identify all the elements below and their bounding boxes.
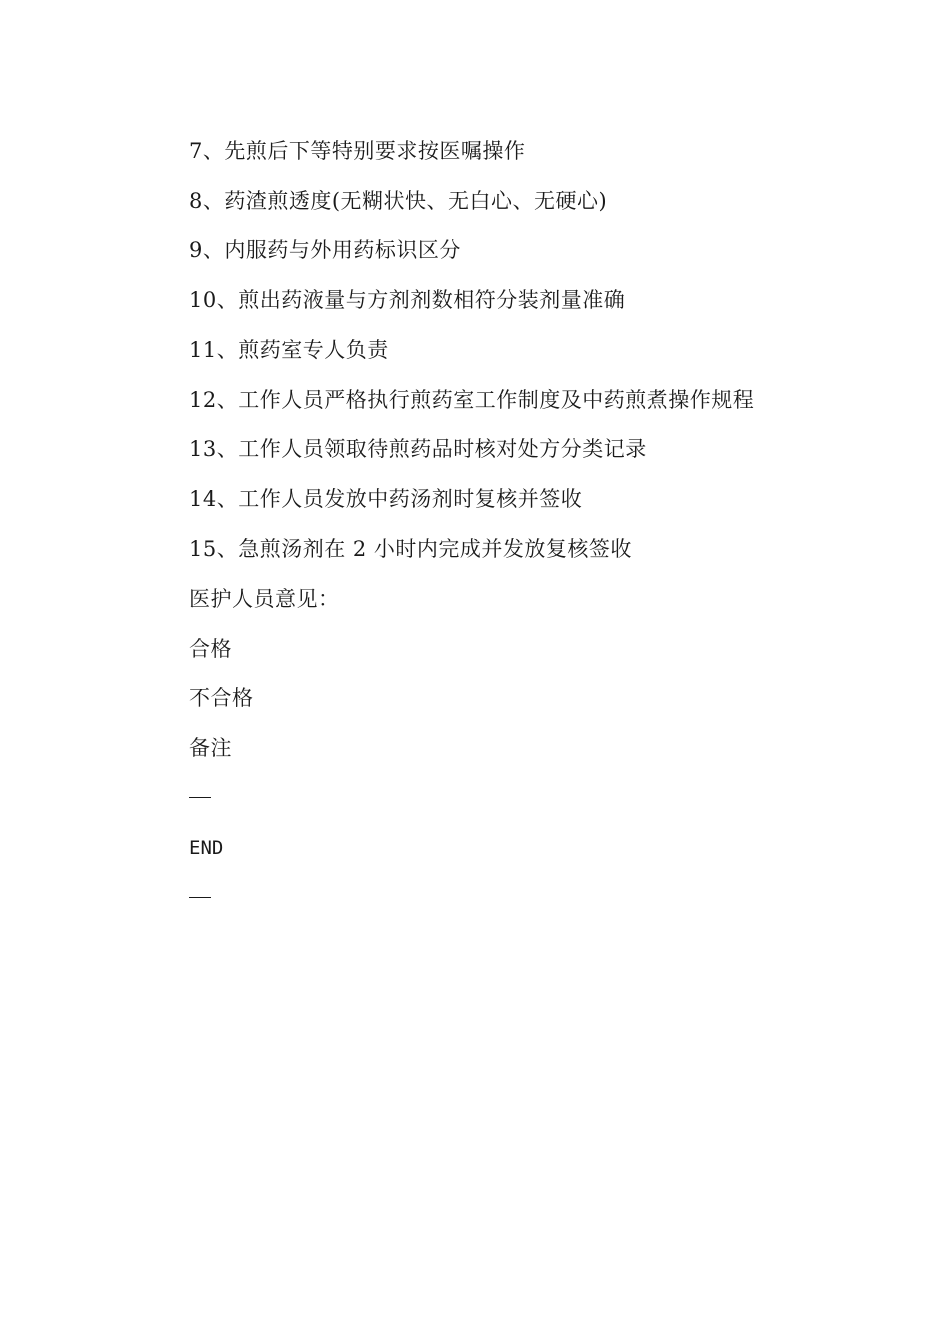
remarks-label: 备注: [189, 736, 232, 760]
checklist-item-8: 8、药渣煎透度(无糊状快、无白心、无硬心): [189, 189, 608, 213]
checklist-item-11: 11、煎药室专人负责: [189, 338, 389, 362]
qualified-option: 合格: [189, 637, 232, 661]
checklist-item-9: 9、内服药与外用药标识区分: [189, 238, 461, 262]
checklist-item-15: 15、急煎汤剂在 2 小时内完成并发放复核签收: [189, 537, 632, 561]
checklist-item-7: 7、先煎后下等特别要求按医嘱操作: [189, 139, 526, 163]
bottom-divider: [189, 897, 211, 898]
unqualified-option: 不合格: [189, 686, 254, 710]
checklist-item-12: 12、工作人员严格执行煎药室工作制度及中药煎煮操作规程: [189, 388, 755, 412]
checklist-item-13: 13、工作人员领取待煎药品时核对处方分类记录: [189, 437, 647, 461]
checklist-item-14: 14、工作人员发放中药汤剂时复核并签收: [189, 487, 583, 511]
opinion-label: 医护人员意见：: [189, 587, 340, 611]
top-divider: [189, 797, 211, 798]
checklist-item-10: 10、煎出药液量与方剂剂数相符分装剂量准确: [189, 288, 626, 312]
end-marker: END: [189, 837, 224, 859]
